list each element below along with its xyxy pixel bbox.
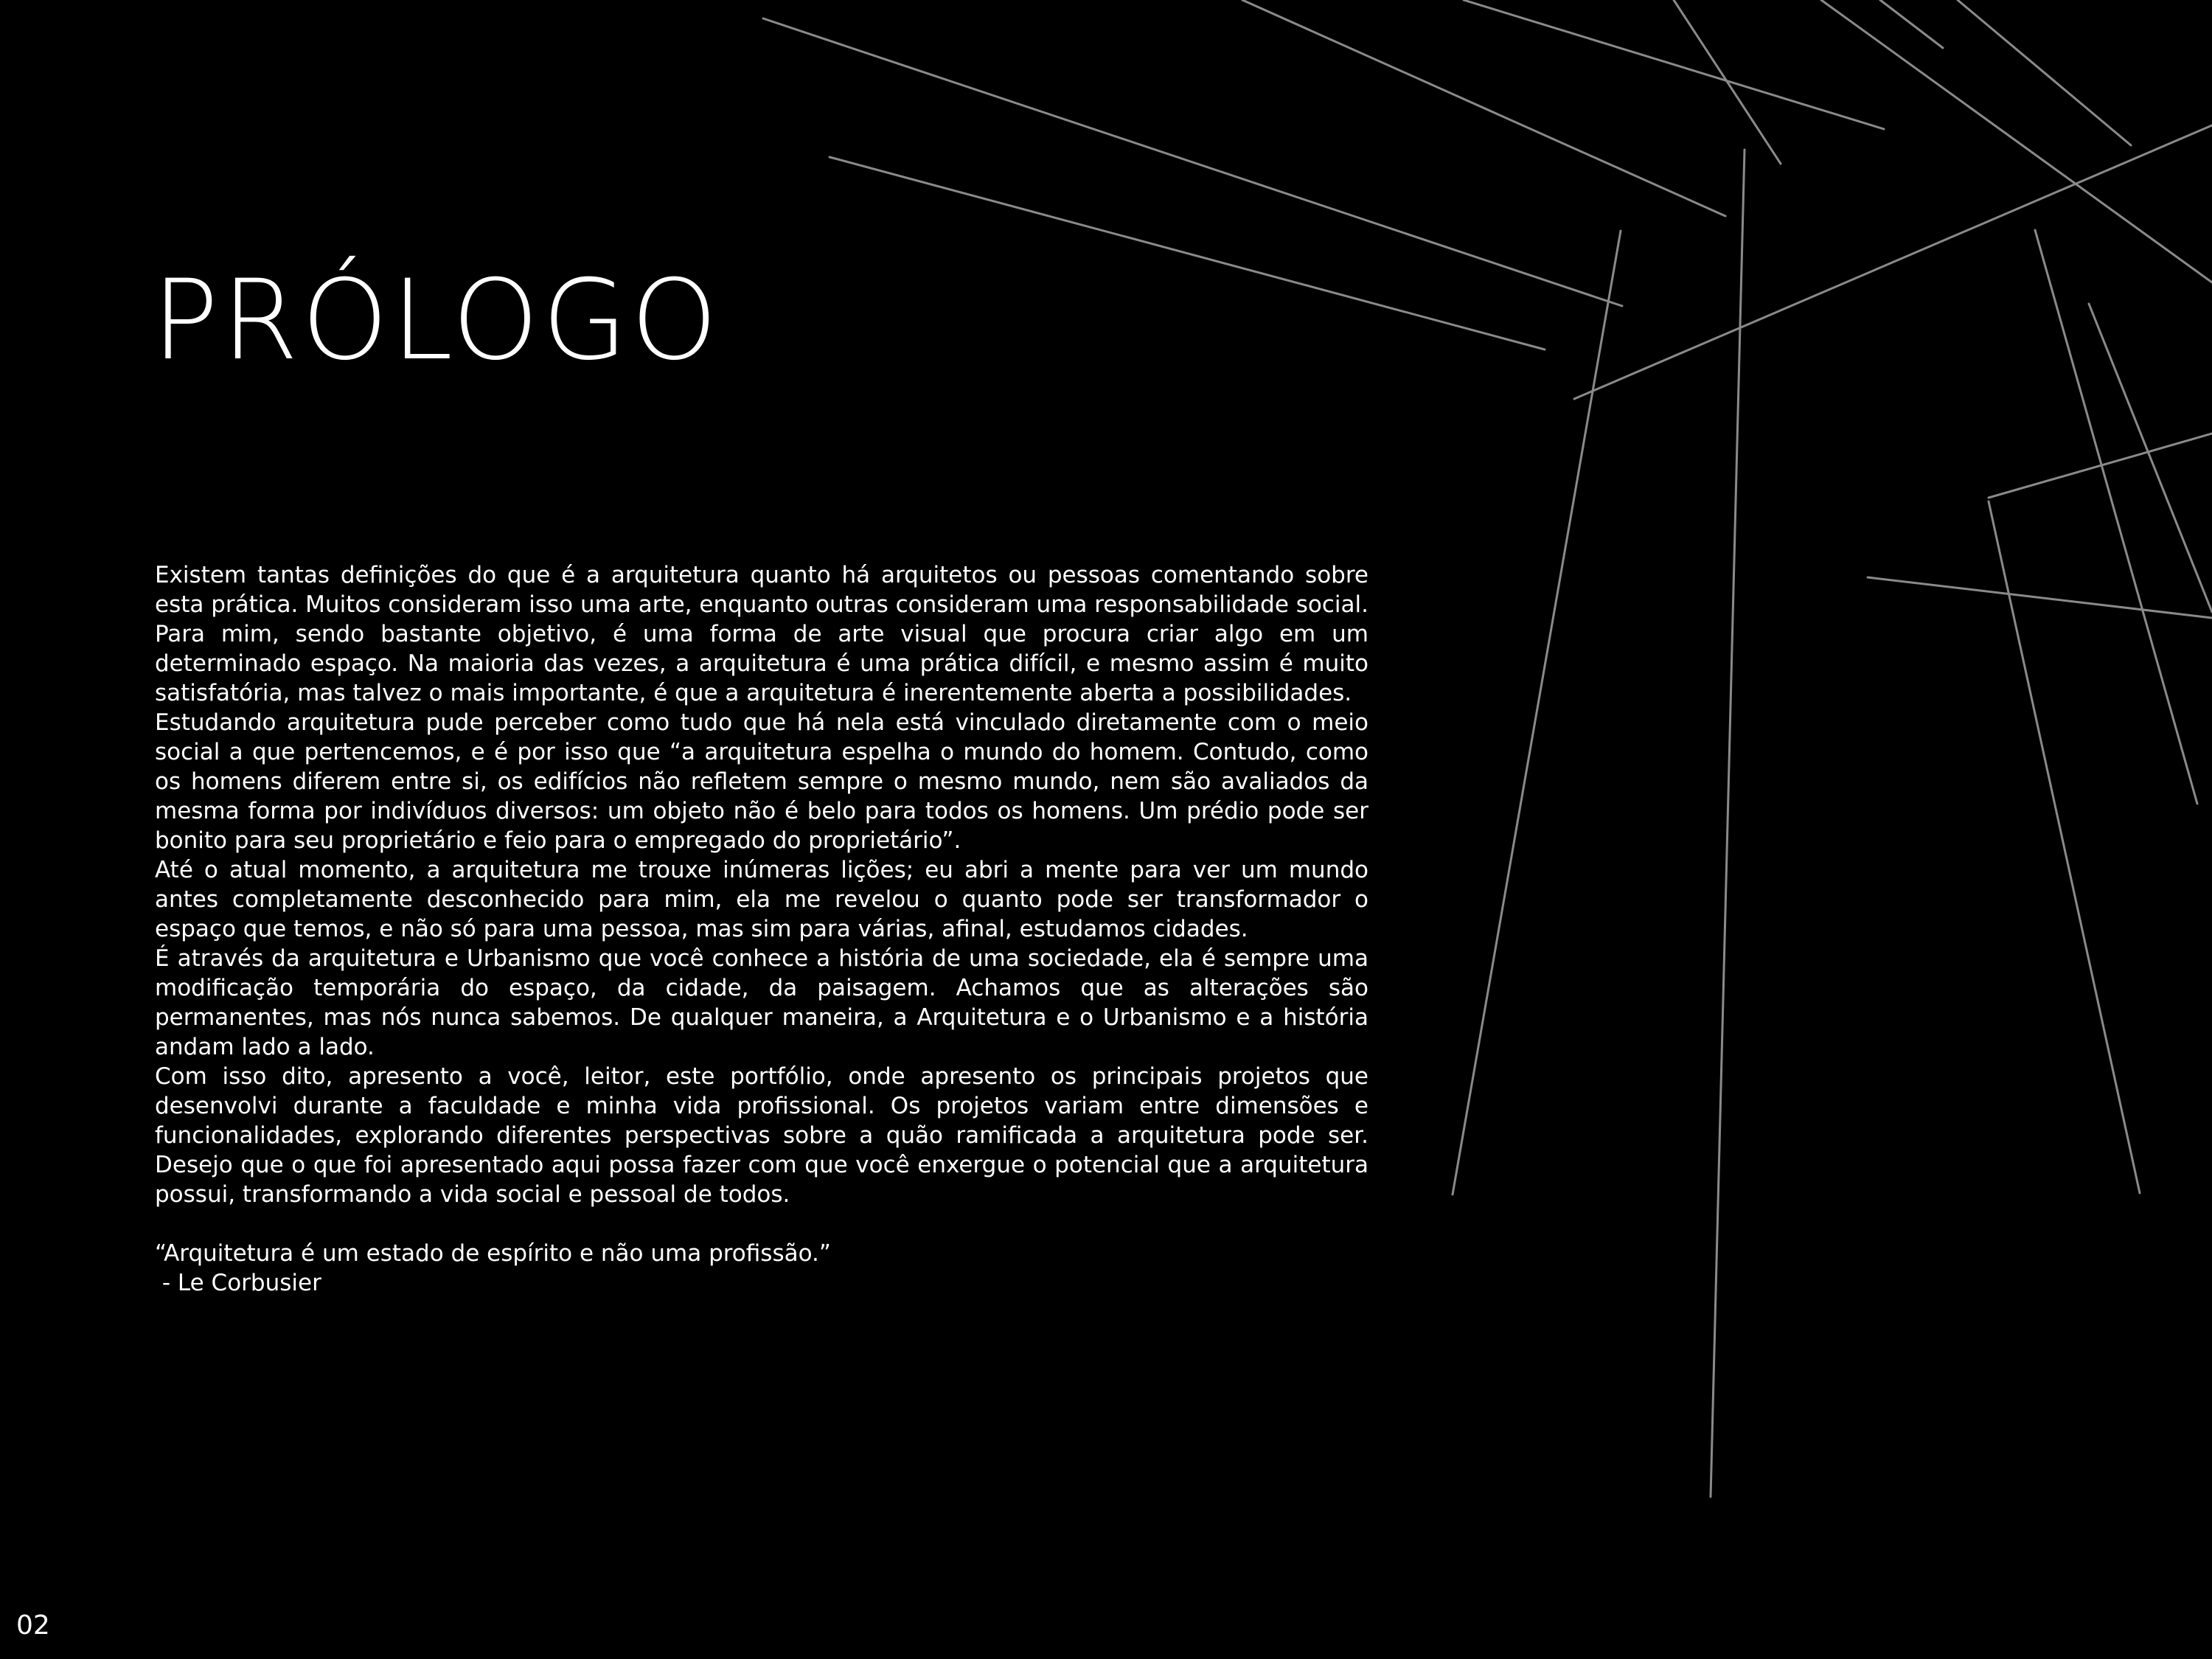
decorative-line bbox=[1242, 0, 1725, 216]
decorative-line bbox=[830, 157, 1545, 349]
decorative-line bbox=[1574, 125, 2212, 399]
decorative-line bbox=[763, 18, 1622, 306]
page-title: PRÓLOGO bbox=[152, 257, 721, 385]
body-paragraph: Até o atual momento, a arquitetura me trouxe inúmeras lições; eu abri a mente para ver um mundo antes completamente desconhecido para mim, ela me revelou o quanto pode ser transformador o espaço que temos, e não só para uma pessoa, mas sim para várias, afinal, estudamos cidades. bbox=[155, 857, 1368, 942]
decorative-line bbox=[1674, 0, 1781, 164]
decorative-line bbox=[1958, 0, 2131, 145]
decorative-line bbox=[1880, 0, 1943, 48]
decorative-line bbox=[2089, 304, 2212, 612]
prologue-body bbox=[155, 560, 1368, 1298]
body-paragraph: Com isso dito, apresento a você, leitor, este portfólio, onde apresento os principais projetos que desenvolvi durante a faculdade e minha vida profissional. Os projetos variam entre dimensões e funcionalidades, explorando diferentes perspectivas sobre a quão ramificada a arquitetura pode ser. Desejo que o que foi apresentado aqui possa fazer com que você enxergue o potencial que a arquitetura possui, transformando a vida social e pessoal de todos. bbox=[155, 1063, 1368, 1208]
decorative-line bbox=[1464, 0, 1884, 129]
body-paragraph: Existem tantas definições do que é a arquitetura quanto há arquitetos ou pessoas comentando sobre esta prática. Muitos consideram isso uma arte, enquanto outras consideram uma responsabilidade social. Para mim, sendo bastante objetivo, é uma forma de arte visual que procura criar algo em um determinado espaço. Na maioria das vezes, a arquitetura é uma prática difícil, e mesmo assim é muito satisfatória, mas talvez o mais importante, é que a arquitetura é inerentemente aberta a possibilidades. bbox=[155, 562, 1368, 706]
quote-author: - Le Corbusier bbox=[155, 1270, 321, 1296]
decorative-line bbox=[1989, 434, 2212, 498]
page-number: 02 bbox=[16, 1610, 50, 1641]
quote-block bbox=[155, 1239, 1368, 1298]
quote-text: “Arquitetura é um estado de espírito e não uma profissão.” bbox=[155, 1240, 831, 1267]
decorative-line bbox=[1989, 501, 2140, 1193]
decorative-line bbox=[1821, 0, 2212, 282]
body-paragraph: É através da arquitetura e Urbanismo que você conhece a história de uma sociedade, ela é sempre uma modificação temporária do espaço, da cidade, da paisagem. Achamos que as alterações são permanentes, mas nós nunca sabemos. De qualquer maneira, a Arquitetura e o Urbanismo e a história andam lado a lado. bbox=[155, 945, 1368, 1060]
decorative-line bbox=[1711, 150, 1745, 1497]
decorative-line bbox=[1453, 231, 1621, 1194]
body-paragraph: Estudando arquitetura pude perceber como tudo que há nela está vinculado diretamente com o meio social a que pertencemos, e é por isso que “a arquitetura espelha o mundo do homem. Contudo, como os homens diferem entre si, os edifícios não refletem sempre o mesmo mundo, nem são avaliados da mesma forma por indivíduos diversos: um objeto não é belo para todos os homens. Um prédio pode ser bonito para seu proprietário e feio para o empregado do proprietário”. bbox=[155, 709, 1368, 854]
decorative-line bbox=[1868, 577, 2212, 618]
